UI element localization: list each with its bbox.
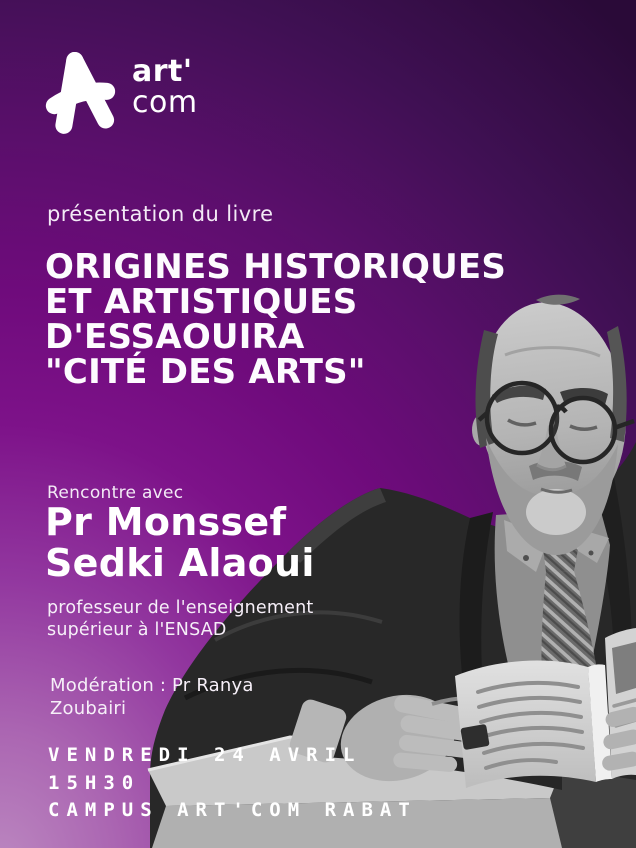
moderation-text (50, 674, 254, 720)
logo-line-com: com (132, 85, 198, 120)
logo-line-art: art' (132, 54, 193, 89)
schedule-date: VENDREDI 24 AVRIL (48, 744, 362, 766)
speaker-name (45, 502, 315, 584)
speaker-role-line-1: professeur de l'enseignement (47, 598, 314, 618)
event-schedule (48, 742, 417, 825)
book-title-line-2: ET ARTISTIQUES (45, 282, 358, 322)
book-title-line-4: "CITÉ DES ARTS" (45, 352, 366, 392)
book-title-line-3: D'ESSAOUIRA (45, 317, 305, 357)
speaker-role-line-2: supérieur à l'ENSAD (47, 620, 227, 640)
logo-wordmark (132, 56, 198, 118)
kicker-text: présentation du livre (47, 202, 274, 226)
book-title (45, 247, 507, 392)
schedule-place: CAMPUS ART'COM RABAT (48, 799, 417, 821)
brush-letter-a-icon (38, 44, 122, 136)
speaker-role (47, 597, 313, 641)
speaker-name-line-2: Sedki Alaoui (45, 541, 315, 585)
moderation-line-1: Modération : Pr Ranya (50, 675, 254, 696)
book-title-line-1: ORIGINES HISTORIQUES (45, 247, 507, 287)
schedule-time: 15H30 (48, 771, 141, 794)
speaker-name-line-1: Pr Monssef (45, 500, 287, 544)
meeting-label: Rencontre avec (47, 483, 184, 503)
artcom-logo (38, 44, 198, 136)
moderation-line-2: Zoubairi (50, 698, 127, 719)
